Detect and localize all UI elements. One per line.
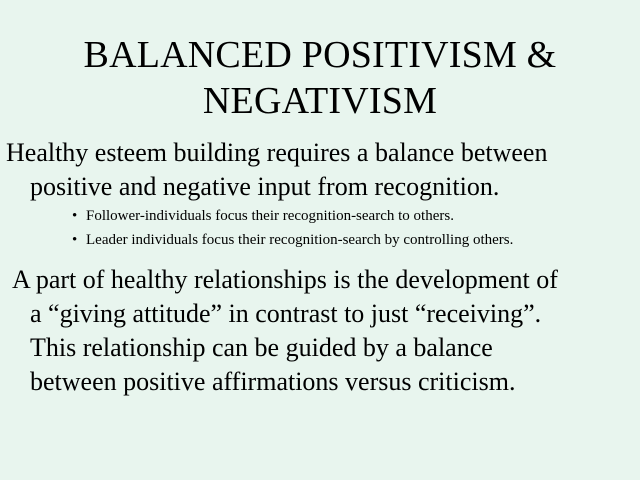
paragraph-2-line-4: between positive affirmations versus criticism. bbox=[30, 367, 516, 396]
bullet-item-follower bbox=[72, 204, 638, 228]
bullet-text: Follower-individuals focus their recognition-search to others. bbox=[86, 208, 454, 224]
paragraph-1-line-1: Healthy esteem building requires a balance between bbox=[6, 138, 548, 167]
bullet-list bbox=[72, 204, 638, 252]
bullet-item-leader bbox=[72, 228, 638, 252]
slide-title-line-1: BALANCED POSITIVISM & bbox=[83, 34, 557, 76]
slide-title bbox=[0, 32, 640, 124]
paragraph-2-line-3: This relationship can be guided by a balance bbox=[30, 333, 493, 362]
slide-title-line-2: NEGATIVISM bbox=[202, 80, 438, 122]
paragraph-2-line-1: A part of healthy relationships is the development of bbox=[12, 265, 558, 294]
bullet-icon: • bbox=[72, 232, 78, 248]
paragraph-2-line-2: a “giving attitude” in contrast to just “receiving”. bbox=[30, 299, 542, 328]
bullet-text: Leader individuals focus their recognition-search by controlling others. bbox=[86, 232, 514, 248]
paragraph-esteem-balance bbox=[6, 136, 636, 204]
bullet-icon: • bbox=[72, 208, 78, 224]
paragraph-1-line-2: positive and negative input from recognition. bbox=[30, 172, 500, 201]
paragraph-healthy-relationships bbox=[12, 263, 636, 399]
